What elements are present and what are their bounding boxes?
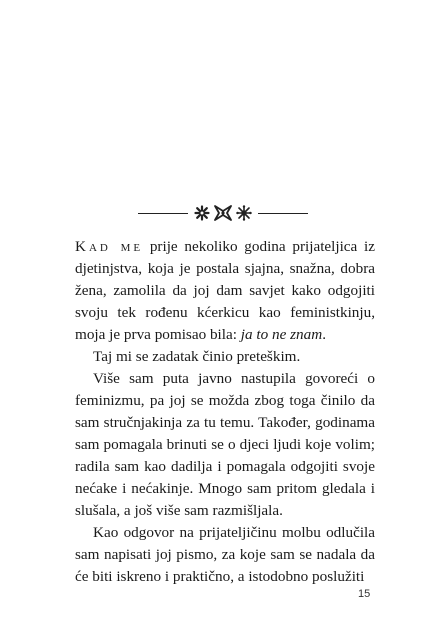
section-ornament — [0, 198, 445, 228]
chapter-text — [75, 236, 375, 588]
bowtie-knot-icon — [214, 204, 232, 222]
ornament-rule-right — [258, 213, 308, 214]
paragraph-3: Više sam puta javno nastupila govoreći o feminizmu, pa joj se možda zbog toga činilo da sam stručnjakinja za tu temu. Također, godinama sam pomagala brinuti se o djeci ljudi koje volim; radila sam kao dadilja i pomagala odgojiti svoje nećake i nećakinje. Mnogo sam pritom gledala i slušala, a još više sam razmišljala. — [75, 370, 375, 519]
emphasis-text: ja to ne znam — [240, 326, 323, 343]
ornament-rule-left — [138, 213, 188, 214]
opening-small-caps: Kad me — [75, 238, 144, 255]
paragraph-4: Kao odgovor na prijateljičinu molbu odlučila sam napisati joj pismo, za koje sam se nadala da će biti iskreno i praktično, a istodobno poslužiti — [75, 524, 375, 585]
asterisk-flower-icon — [194, 205, 210, 221]
paragraph-2: Taj mi se zadatak činio preteškim. — [93, 348, 301, 365]
paragraph-opening-text: prije nekoliko godina prijateljica iz djetinjstva, koja je postala sjajna, snažna, dobra žena, zamolila da joj dam savjet kako odgojiti svoju tek rođenu kćerkicu kao feministkinju, moja je prva pomisao bila: — [75, 238, 375, 343]
snowflake-icon — [236, 205, 252, 221]
page-number: 15 — [358, 588, 371, 600]
ornament-glyphs — [194, 204, 252, 222]
paragraph-opening — [75, 236, 375, 346]
paragraph-opening-end: . — [322, 326, 326, 343]
